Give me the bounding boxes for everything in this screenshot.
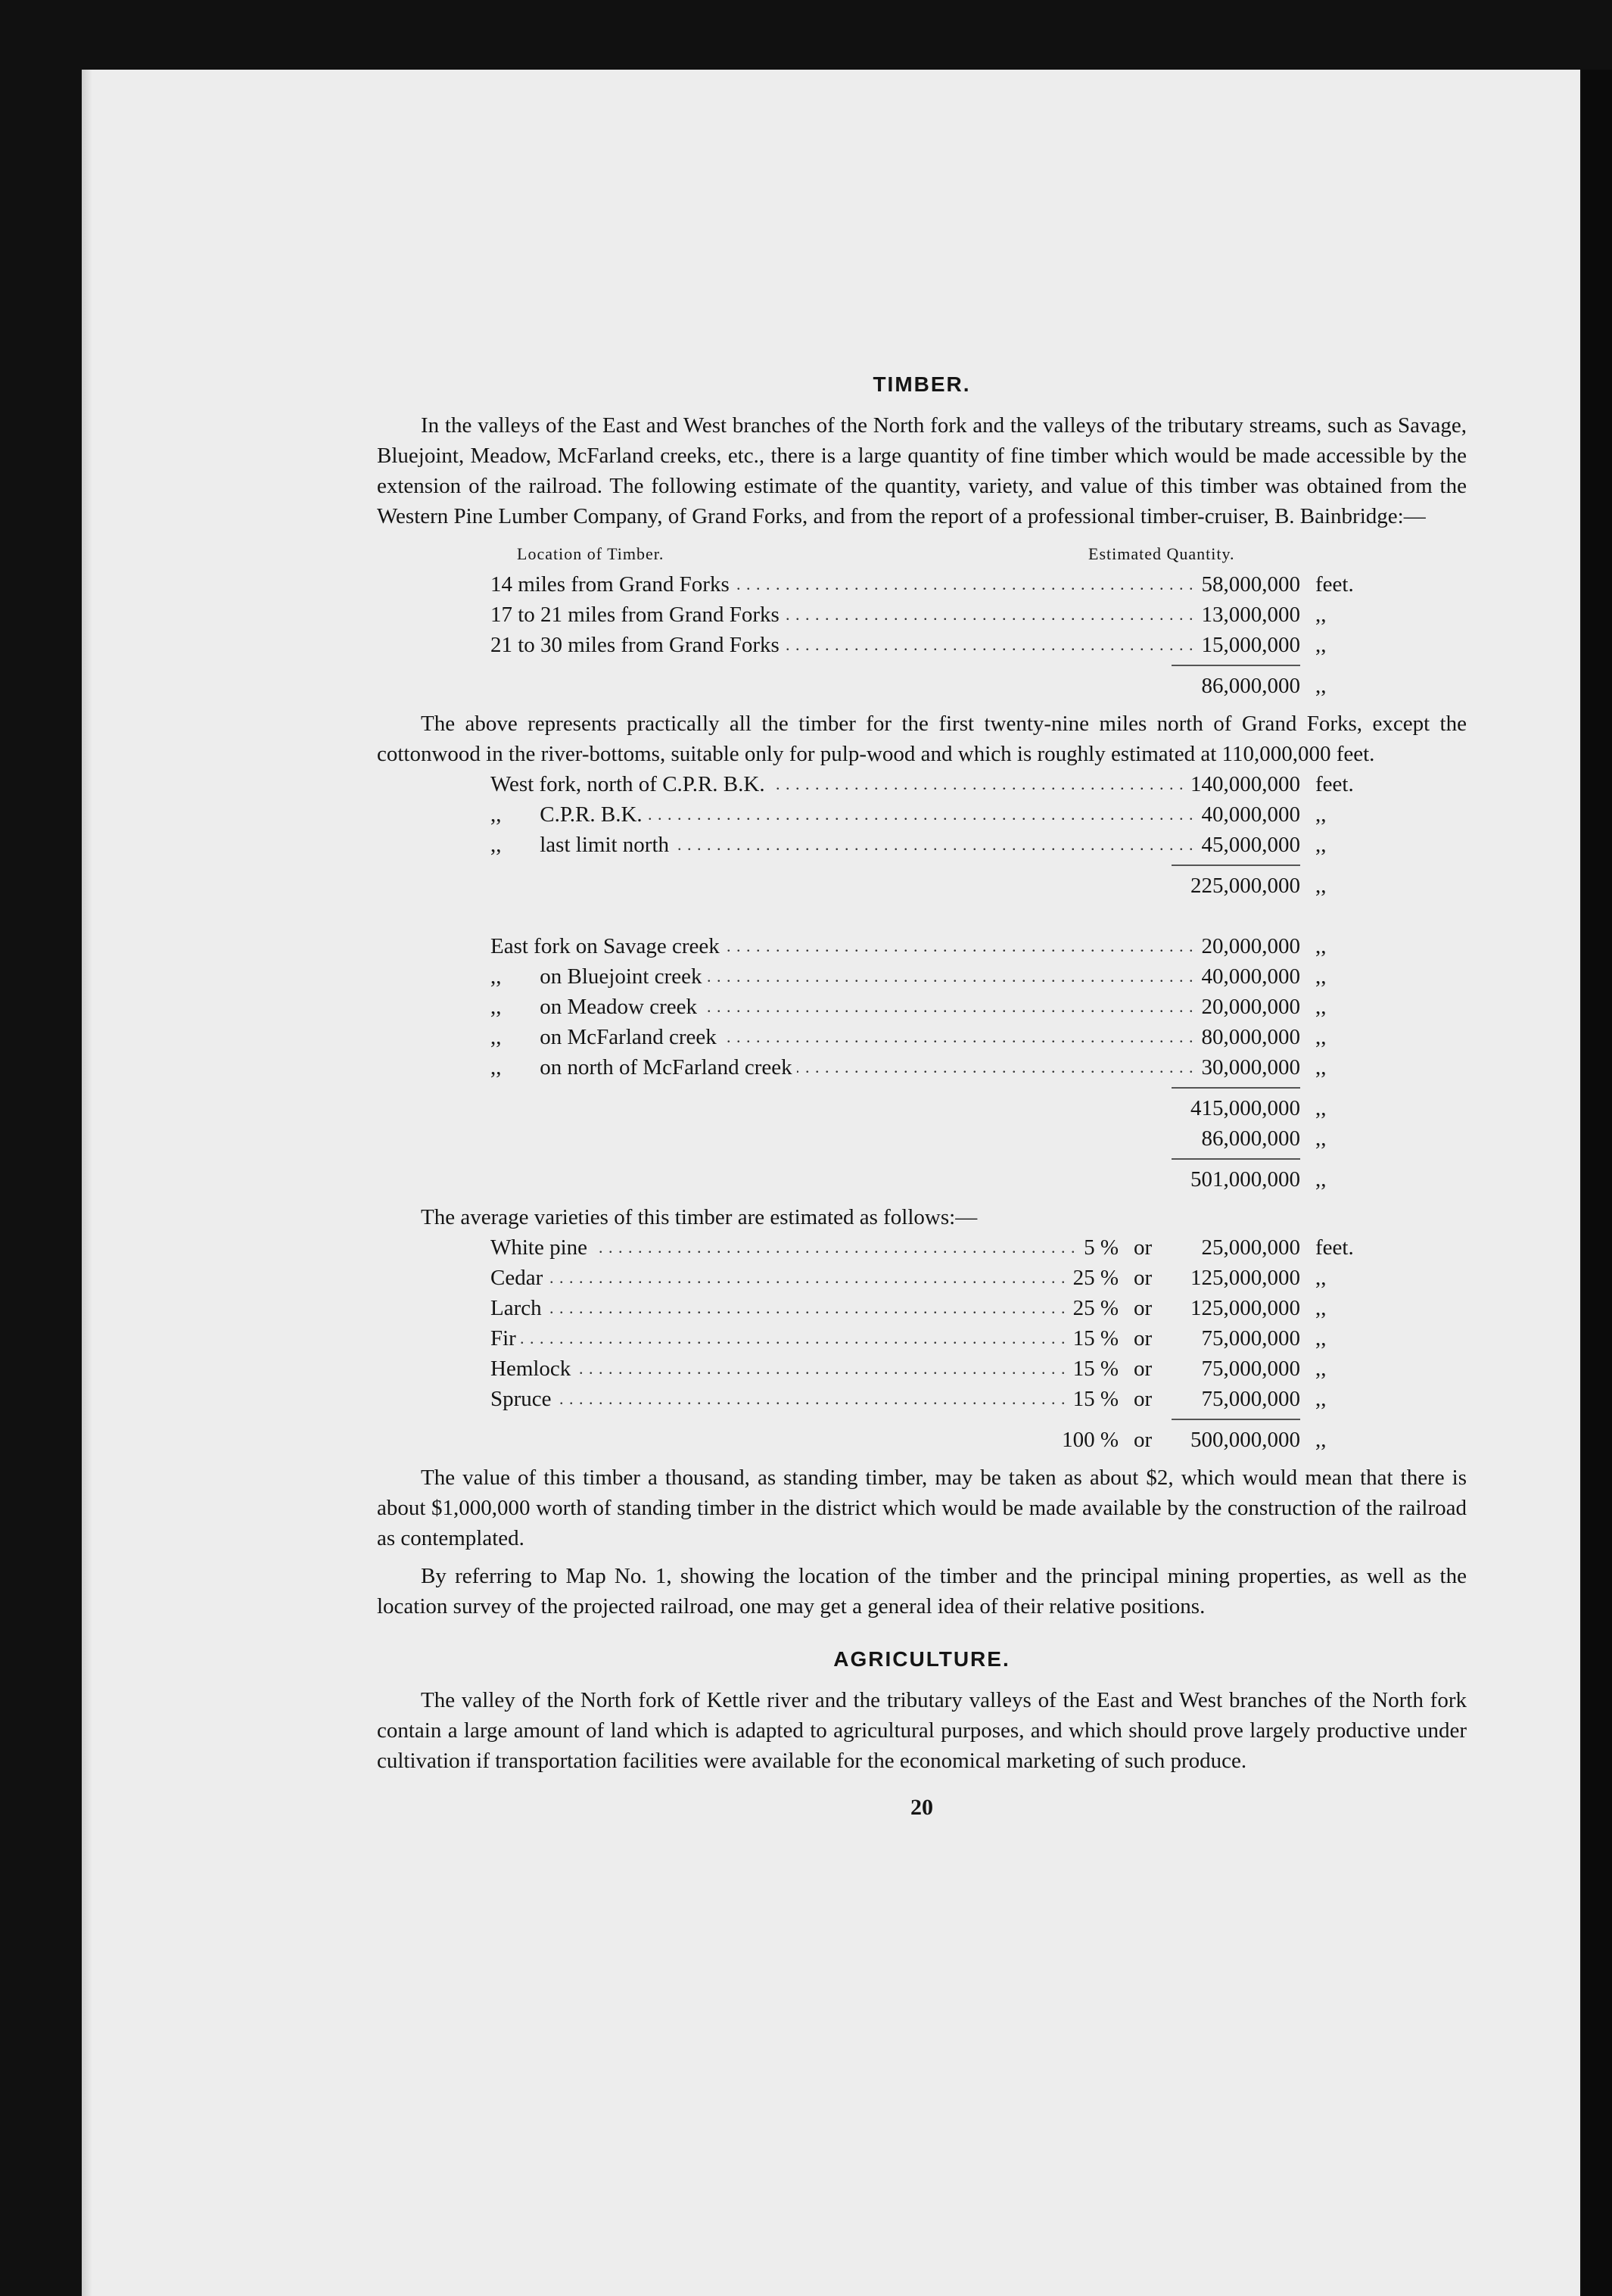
row-label <box>490 1052 1293 1083</box>
total-unit: ,, <box>1315 1167 1327 1192</box>
row-label-text: East fork on Savage creek <box>490 934 724 958</box>
subtotal-value: 86,000,000 <box>1197 1123 1301 1154</box>
row-value: 80,000,000 <box>1197 1022 1301 1052</box>
sum-rule <box>377 1154 1467 1164</box>
row-label <box>490 769 1293 799</box>
document-page <box>82 70 1580 2296</box>
row-label-text: White pine <box>490 1235 592 1260</box>
row-value: 140,000,000 <box>1186 769 1300 799</box>
row-label-text: ,, on McFarland creek <box>490 1025 721 1049</box>
table-row <box>377 1293 1467 1323</box>
row-or: or <box>1134 1266 1153 1290</box>
total-value: 225,000,000 <box>1186 871 1300 901</box>
total-unit: ,, <box>1315 674 1327 698</box>
row-unit: ,, <box>1315 1387 1327 1411</box>
row-value: 75,000,000 <box>1197 1384 1301 1414</box>
timber-paragraph-5: By referring to Map No. 1, showing the location of the timber and the principal mining properties, as well as the location survey of the projected railroad, one may get a general idea of their relative positions. <box>377 1564 1467 1618</box>
book-spine-shadow <box>1582 70 1612 2296</box>
row-label-text: Fir <box>490 1326 521 1350</box>
row-label-text: 17 to 21 miles from Grand Forks <box>490 603 784 627</box>
agriculture-paragraph: The valley of the North fork of Kettle river and the tributary valleys of the East and West branches of the North fork contain a large amount of land which is adapted to agricultural purposes, and which should prove largely productive under cultivation if transportation facilities were available for the economical marketing of such produce. <box>377 1688 1467 1773</box>
row-label-text: ,, on Bluejoint creek <box>490 964 706 989</box>
table-subtotal-row <box>377 1123 1467 1154</box>
row-unit: ,, <box>1315 995 1327 1019</box>
row-label <box>490 1022 1293 1052</box>
row-unit: ,, <box>1315 934 1327 958</box>
row-or: or <box>1134 1357 1153 1381</box>
row-unit: ,, <box>1315 802 1327 827</box>
table-row <box>377 961 1467 992</box>
row-label-text: Hemlock <box>490 1357 575 1381</box>
table-total-row <box>377 871 1467 901</box>
row-label <box>490 1323 1103 1354</box>
page-number: 20 <box>910 1795 933 1820</box>
row-label <box>490 1263 1103 1293</box>
agriculture-heading: AGRICULTURE. <box>833 1647 1010 1671</box>
row-unit: ,, <box>1315 833 1327 857</box>
row-label <box>490 931 1293 961</box>
sum-rule <box>377 860 1467 871</box>
row-percent: 5 % <box>1079 1232 1119 1263</box>
row-label <box>490 992 1293 1022</box>
row-unit: ,, <box>1315 1055 1327 1079</box>
row-unit: feet. <box>1315 1235 1354 1260</box>
row-value: 30,000,000 <box>1197 1052 1301 1083</box>
row-value: 125,000,000 <box>1186 1293 1300 1323</box>
sum-rule <box>377 1414 1467 1425</box>
row-label <box>490 1354 1103 1384</box>
table-row <box>377 1052 1467 1083</box>
row-unit: ,, <box>1315 1296 1327 1320</box>
subtotal-value: 415,000,000 <box>1186 1093 1300 1123</box>
table-row <box>377 1232 1467 1263</box>
table-row <box>377 931 1467 961</box>
timber-intro-paragraph: In the valleys of the East and West branches of the North fork and the valleys of the tributary streams, such as Savage, Bluejoint, Meadow, McFarland creeks, etc., there is a large quantity of fine timber which would be made accessible by the extension of the railroad. The following estimate of the quantity, variety, and value of this timber was obtained from the Western Pine Lumber Company, of Grand Forks, and from the report of a professional timber-cruiser, B. Bainbridge:— <box>377 413 1467 528</box>
table-total-row <box>377 1164 1467 1195</box>
row-label-text: ,, C.P.R. B.K. <box>490 802 647 827</box>
total-value: 500,000,000 <box>1186 1425 1300 1455</box>
row-label <box>490 830 1293 860</box>
row-label <box>490 1232 1103 1263</box>
table-row <box>377 769 1467 799</box>
row-label-text: 21 to 30 miles from Grand Forks <box>490 633 784 657</box>
table-row <box>377 1384 1467 1414</box>
row-unit: ,, <box>1315 1326 1327 1350</box>
row-label <box>490 630 1293 660</box>
table-row <box>377 569 1467 600</box>
subtotal-unit: ,, <box>1315 1096 1327 1120</box>
timber-paragraph-3: The average varieties of this timber are estimated as follows:— <box>421 1205 978 1229</box>
table-row <box>377 630 1467 660</box>
east-fork-table <box>377 931 1467 1195</box>
row-percent: 25 % <box>1069 1263 1119 1293</box>
row-value: 40,000,000 <box>1197 799 1301 830</box>
row-unit: feet. <box>1315 772 1354 796</box>
row-unit: feet. <box>1315 572 1354 597</box>
row-label-text: ,, on north of McFarland creek <box>490 1055 797 1079</box>
total-or: or <box>1134 1428 1153 1452</box>
row-value: 75,000,000 <box>1197 1323 1301 1354</box>
table-total-row <box>377 1425 1467 1455</box>
row-value: 58,000,000 <box>1197 569 1301 600</box>
row-unit: ,, <box>1315 1025 1327 1049</box>
row-label-text: Spruce <box>490 1387 556 1411</box>
timber-heading: TIMBER. <box>873 372 971 396</box>
subtotal-unit: ,, <box>1315 1126 1327 1151</box>
row-unit: ,, <box>1315 603 1327 627</box>
row-label-text: ,, last limit north <box>490 833 674 857</box>
row-percent: 15 % <box>1069 1384 1119 1414</box>
row-or: or <box>1134 1235 1153 1260</box>
table-row <box>377 1263 1467 1293</box>
table-row <box>377 1354 1467 1384</box>
column-header-location: Location of Timber. <box>517 544 664 563</box>
total-value: 86,000,000 <box>1197 671 1301 701</box>
total-percent: 100 % <box>1057 1425 1119 1455</box>
row-unit: ,, <box>1315 1266 1327 1290</box>
row-value: 15,000,000 <box>1197 630 1301 660</box>
row-value: 20,000,000 <box>1197 992 1301 1022</box>
row-unit: ,, <box>1315 633 1327 657</box>
table-row <box>377 1022 1467 1052</box>
row-label <box>490 961 1293 992</box>
row-value: 20,000,000 <box>1197 931 1301 961</box>
row-unit: ,, <box>1315 1357 1327 1381</box>
column-header-quantity: Estimated Quantity. <box>1088 544 1235 563</box>
row-value: 45,000,000 <box>1197 830 1301 860</box>
row-percent: 15 % <box>1069 1323 1119 1354</box>
row-or: or <box>1134 1296 1153 1320</box>
row-percent: 25 % <box>1069 1293 1119 1323</box>
row-label-text: 14 miles from Grand Forks <box>490 572 734 597</box>
timber-location-table <box>377 539 1467 701</box>
table-row <box>377 1323 1467 1354</box>
table-header <box>377 539 1467 569</box>
page-content <box>377 297 1467 1823</box>
sum-rule <box>377 660 1467 671</box>
total-unit: ,, <box>1315 1428 1327 1452</box>
row-value: 125,000,000 <box>1186 1263 1300 1293</box>
row-percent: 15 % <box>1069 1354 1119 1384</box>
row-label <box>490 600 1293 630</box>
table-row <box>377 600 1467 630</box>
table-row <box>377 799 1467 830</box>
timber-varieties-table <box>377 1232 1467 1455</box>
row-unit: ,, <box>1315 964 1327 989</box>
total-value: 501,000,000 <box>1186 1164 1300 1195</box>
row-label <box>490 799 1293 830</box>
timber-paragraph-4: The value of this timber a thousand, as standing timber, may be taken as about $2, which would mean that there is about $1,000,000 worth of standing timber in the district which would be made available by the construction of the railroad as contemplated. <box>377 1466 1467 1550</box>
row-value: 40,000,000 <box>1197 961 1301 992</box>
table-subtotal-row <box>377 1093 1467 1123</box>
total-unit: ,, <box>1315 874 1327 898</box>
row-or: or <box>1134 1326 1153 1350</box>
west-fork-table <box>377 769 1467 901</box>
table-row <box>377 992 1467 1022</box>
table-total-row <box>377 671 1467 701</box>
row-label <box>490 1384 1103 1414</box>
row-label-text: West fork, north of C.P.R. B.K. <box>490 772 770 796</box>
row-value: 25,000,000 <box>1197 1232 1301 1263</box>
table-row <box>377 830 1467 860</box>
sum-rule <box>377 1083 1467 1093</box>
row-label <box>490 569 1293 600</box>
row-or: or <box>1134 1387 1153 1411</box>
timber-paragraph-2: The above represents practically all the timber for the first twenty-nine miles north of Grand Forks, except the cottonwood in the river-bottoms, suitable only for pulp-wood and which is roughly estimated at 110,000,000 feet. <box>377 712 1467 766</box>
row-label <box>490 1293 1103 1323</box>
row-label-text: ,, on Meadow creek <box>490 995 702 1019</box>
row-value: 75,000,000 <box>1197 1354 1301 1384</box>
row-label-text: Cedar <box>490 1266 547 1290</box>
row-label-text: Larch <box>490 1296 546 1320</box>
row-value: 13,000,000 <box>1197 600 1301 630</box>
